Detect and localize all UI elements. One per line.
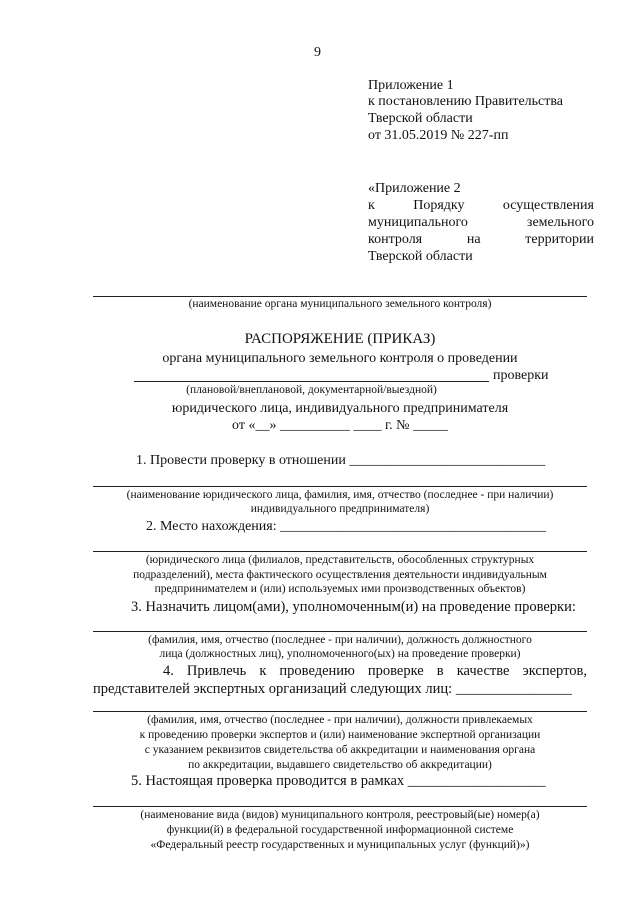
item-4-blank-line — [93, 711, 587, 712]
item-2-blank-line — [93, 551, 587, 552]
item-2-caption: (юридического лица (филиалов, представительств, обособленных структурных — [145, 554, 535, 566]
organ-name-caption: (наименование органа муниципального земельного контроля) — [188, 298, 492, 310]
word: в — [436, 663, 444, 679]
word: на — [466, 232, 481, 247]
title-line: юридического лица, индивидуального предпринимателя — [171, 401, 509, 416]
appendix-2-line — [368, 231, 594, 248]
word: экспертов, — [522, 663, 587, 679]
item-3: 3. Назначить лицом(ами), уполномоченным(и) на проведение проверки: — [131, 599, 576, 615]
item-4 — [163, 663, 587, 680]
appendix-2-line — [368, 197, 594, 214]
item-4-caption: с указанием реквизитов свидетельства об аккредитации и наименования органа — [144, 744, 536, 756]
title-line: органа муниципального земельного контроля о проведении — [162, 351, 518, 366]
appendix-1-line: Тверской области — [368, 111, 473, 126]
item-5-caption: функции(й) в федеральной государственной информационной системе — [166, 824, 514, 836]
item-5-caption: (наименование вида (видов) муниципального контроля, реестровый(ые) номер(а) — [140, 809, 540, 821]
date-number-line: от «__» __________ ____ г. № _____ — [232, 418, 448, 433]
word: 4. — [163, 663, 174, 679]
item-4-caption: по аккредитации, выдавшего свидетельство об аккредитации) — [188, 759, 492, 771]
item-5-caption: «Федеральный реестр государственных и муниципальных услуг (функций)») — [150, 839, 530, 851]
word: Привлечь — [186, 663, 247, 679]
item-2-caption: предпринимателем и (или) используемых ими производственных объектов) — [154, 583, 526, 595]
appendix-2-line — [368, 214, 594, 231]
word: Порядку — [413, 198, 465, 213]
word: к — [368, 198, 375, 213]
appendix-1-line: к постановлению Правительства — [368, 94, 564, 109]
item-4-caption: к проведению проверки экспертов и (или) наименование экспертной организации — [139, 729, 541, 741]
word: проведению — [279, 663, 355, 679]
word: проверке — [367, 663, 424, 679]
word: качестве — [456, 663, 510, 679]
word: к — [259, 663, 267, 679]
item-3-caption: лица (должностных лиц), уполномоченного(ых) на проведение проверки) — [159, 648, 521, 660]
item-5-blank-line — [93, 806, 587, 807]
item-2: 2. Место нахождения: ______________________________________ — [146, 519, 547, 534]
word: муниципального — [368, 215, 468, 230]
item-5: 5. Настоящая проверка проводится в рамках ___________________ — [131, 773, 546, 789]
appendix-2-line: «Приложение 2 — [368, 181, 461, 196]
appendix-1-line: от 31.05.2019 № 227-пп — [368, 128, 509, 143]
check-type-caption: (плановой/внеплановой, документарной/выездной) — [186, 384, 437, 396]
item-1-caption: индивидуального предпринимателя) — [250, 503, 430, 515]
title-line-tail: проверки — [493, 368, 549, 383]
item-1-caption: (наименование юридического лица, фамилия, имя, отчество (последнее - при наличии) — [126, 489, 554, 501]
word: осуществления — [502, 198, 594, 213]
item-2-caption: подразделений), места фактического осуществления деятельности индивидуальным — [133, 569, 547, 581]
item-4-caption: (фамилия, имя, отчество (последнее - при наличии), должности привлекаемых — [147, 714, 533, 726]
page-number: 9 — [314, 45, 321, 60]
word: земельного — [526, 215, 594, 230]
document-heading: РАСПОРЯЖЕНИЕ (ПРИКАЗ) — [244, 331, 436, 347]
appendix-2-line: Тверской области — [368, 249, 473, 264]
item-1-blank-line — [93, 486, 587, 487]
item-1: 1. Провести проверку в отношении ____________________________ — [136, 453, 546, 468]
word: территории — [525, 232, 594, 247]
word: контроля — [368, 232, 423, 247]
item-3-caption: (фамилия, имя, отчество (последнее - при наличии), должность должностного — [148, 634, 532, 646]
appendix-1-line: Приложение 1 — [368, 78, 454, 93]
check-type-blank-line — [134, 381, 489, 382]
item-4-line-2: представителей экспертных организаций следующих лиц: ________________ — [93, 681, 572, 697]
item-3-blank-line — [93, 631, 587, 632]
